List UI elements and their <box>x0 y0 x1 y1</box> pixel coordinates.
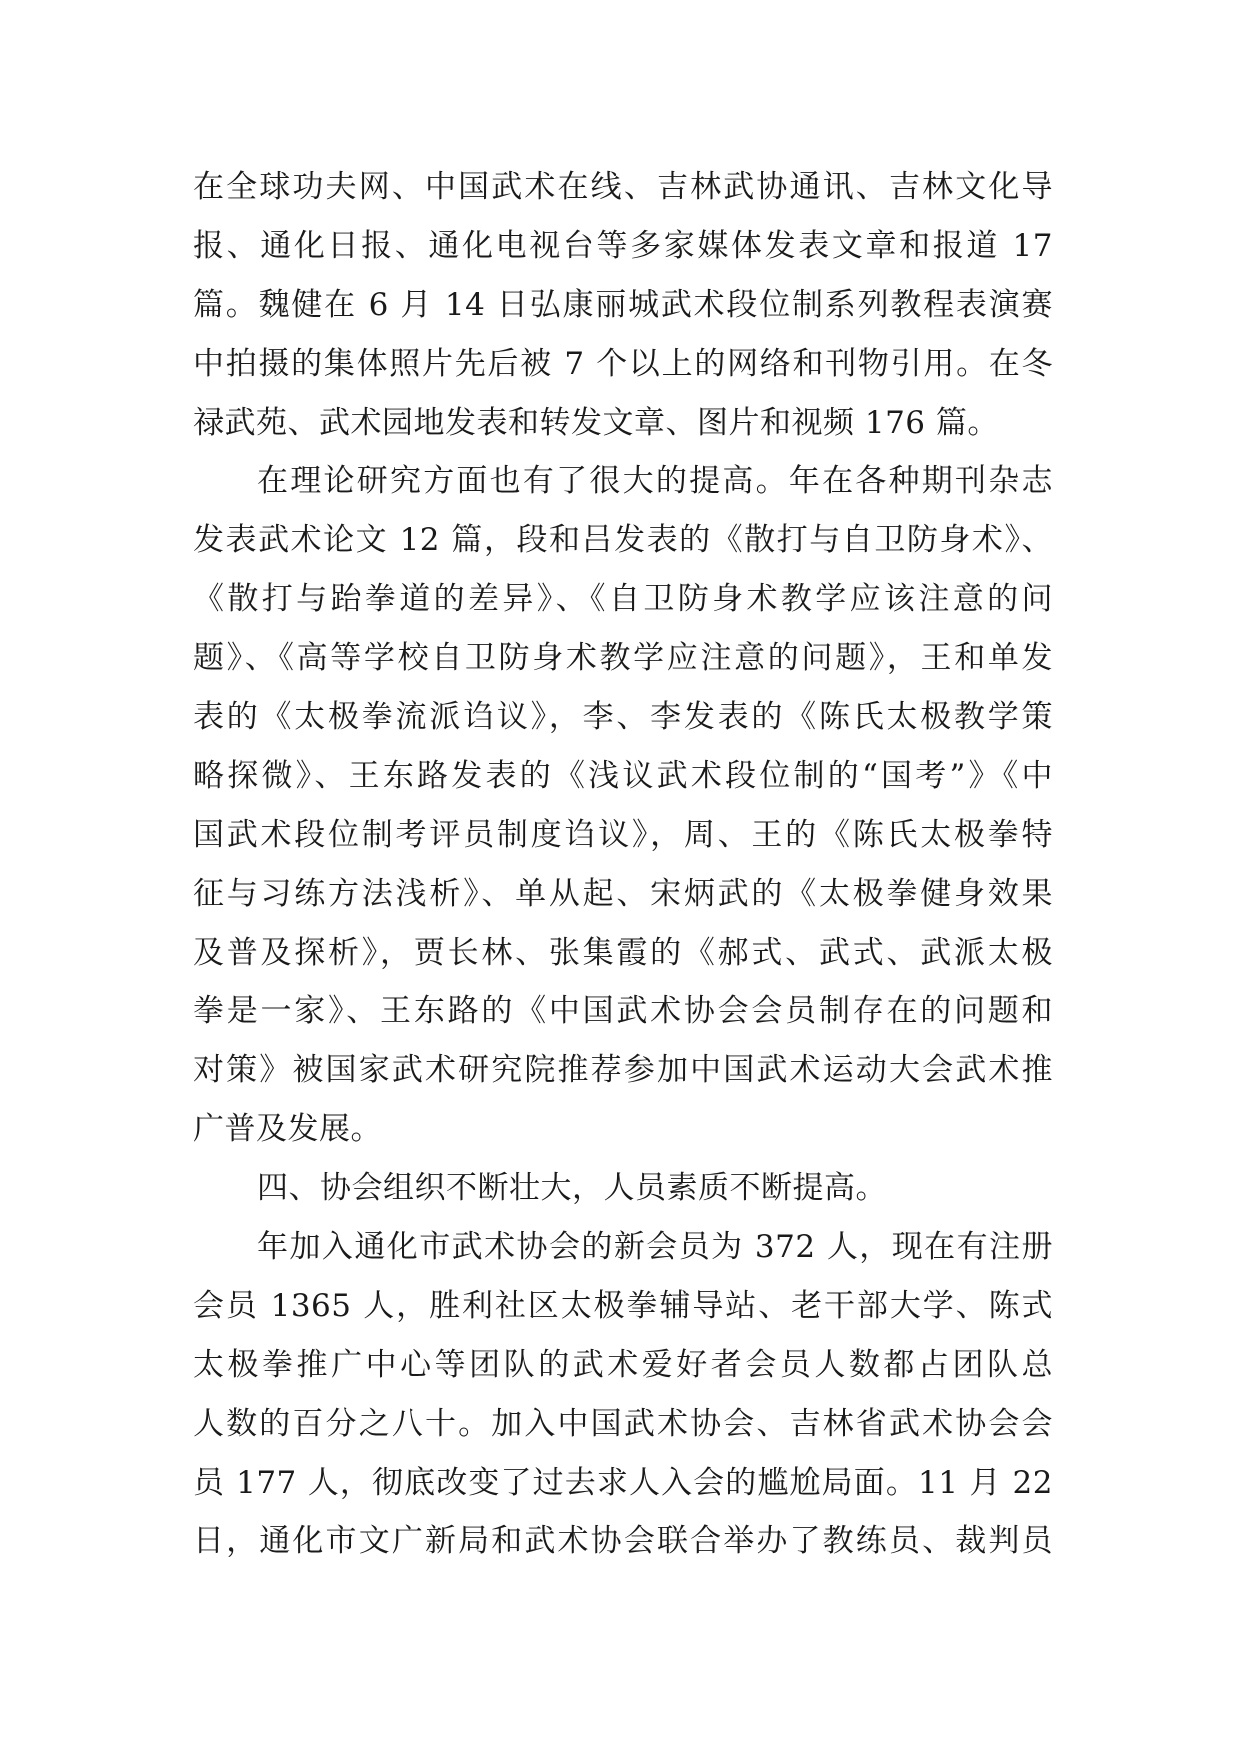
text-line: 报、通化日报、通化电视台等多家媒体发表文章和报道 17 <box>193 227 1053 264</box>
section-heading: 四、协会组织不断壮大，人员素质不断提高。 <box>257 1170 887 1207</box>
paragraph-start-line: 年加入通化市武术协会的新会员为 372 人，现在有注册 <box>257 1229 1053 1266</box>
text-line: 拳是一家》、王东路的《中国武术协会会员制存在的问题和 <box>193 993 1053 1030</box>
text-line: 对策》被国家武术研究院推荐参加中国武术运动大会武术推 <box>193 1052 1053 1089</box>
text-line: 题》、《高等学校自卫防身术教学应注意的问题》，王和单发 <box>193 640 1053 677</box>
text-line: 员 177 人，彻底改变了过去求人入会的尴尬局面。11 月 22 <box>193 1464 1053 1501</box>
text-line: 太极拳推广中心等团队的武术爱好者会员人数都占团队总 <box>193 1346 1053 1383</box>
text-line: 人数的百分之八十。加入中国武术协会、吉林省武术协会会 <box>193 1405 1053 1442</box>
text-line: 《散打与跆拳道的差异》、《自卫防身术教学应该注意的问 <box>193 581 1053 618</box>
body-text <box>193 158 1053 1571</box>
text-line: 在全球功夫网、中国武术在线、吉林武协通讯、吉林文化导 <box>193 169 1053 205</box>
text-line: 表的《太极拳流派诌议》，李、李发表的《陈氏太极教学策 <box>193 699 1053 736</box>
text-line: 略探微》、王东路发表的《浅议武术段位制的“国考”》《中 <box>193 757 1053 794</box>
text-line: 禄武苑、武术园地发表和转发文章、图片和视频 176 篇。 <box>193 404 999 441</box>
paragraph-start-line: 在理论研究方面也有了很大的提高。年在各种期刊杂志 <box>257 463 1053 500</box>
text-line: 发表武术论文 12 篇，段和吕发表的《散打与自卫防身术》、 <box>193 522 1053 559</box>
text-line: 征与习练方法浅析》、单从起、宋炳武的《太极拳健身效果 <box>193 875 1053 912</box>
text-line: 中拍摄的集体照片先后被 7 个以上的网络和刊物引用。在冬 <box>193 345 1053 382</box>
text-line: 广普及发展。 <box>193 1111 382 1148</box>
text-line: 国武术段位制考评员制度诌议》，周、王的《陈氏太极拳特 <box>193 816 1053 853</box>
text-line: 会员 1365 人，胜利社区太极拳辅导站、老干部大学、陈式 <box>193 1287 1053 1324</box>
text-line: 及普及探析》，贾长林、张集霞的《郝式、武式、武派太极 <box>193 934 1053 971</box>
text-line: 日，通化市文广新局和武术协会联合举办了教练员、裁判员 <box>193 1523 1053 1560</box>
text-line: 篇。魏健在 6 月 14 日弘康丽城武术段位制系列教程表演赛 <box>193 286 1053 323</box>
